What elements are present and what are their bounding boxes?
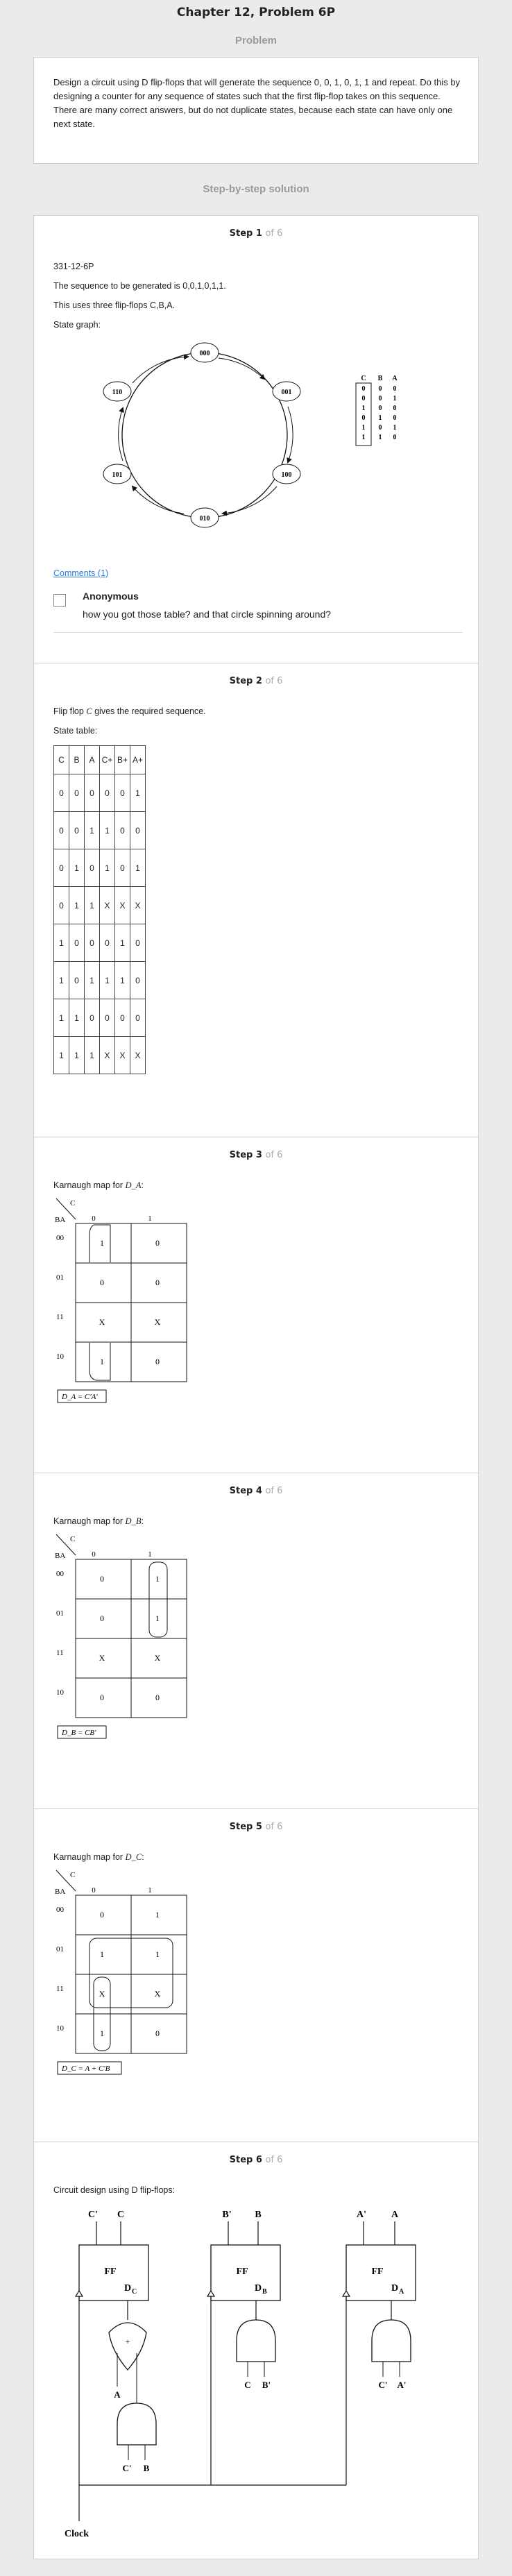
svg-text:0: 0 bbox=[100, 1574, 104, 1584]
kmap-dc bbox=[53, 1867, 192, 2076]
table-row: 1 1 0 0 0 0 bbox=[54, 999, 146, 1037]
svg-text:11: 11 bbox=[56, 1649, 64, 1657]
state-node-100 bbox=[273, 464, 300, 484]
svg-text:B: B bbox=[143, 2463, 150, 2473]
svg-text:110: 110 bbox=[112, 389, 123, 396]
svg-text:B: B bbox=[262, 2288, 267, 2296]
svg-text:1: 1 bbox=[378, 434, 382, 441]
svg-text:D: D bbox=[391, 2283, 399, 2294]
and-gate-1 bbox=[117, 2403, 156, 2445]
svg-text:1: 1 bbox=[148, 1886, 152, 1895]
svg-text:C: C bbox=[70, 1535, 76, 1543]
comment-text: how you got those table? and that circle spinning around? bbox=[83, 609, 332, 620]
svg-text:0: 0 bbox=[393, 405, 397, 412]
step-2-heading: Step 2 of 6 bbox=[229, 676, 283, 686]
svg-text:01: 01 bbox=[56, 1609, 64, 1618]
svg-text:C: C bbox=[117, 2210, 125, 2220]
kmap-da bbox=[53, 1196, 192, 1404]
svg-text:1: 1 bbox=[378, 414, 382, 422]
svg-text:BA: BA bbox=[55, 1216, 66, 1224]
clock-label: Clock bbox=[65, 2529, 89, 2539]
state-node-110 bbox=[103, 382, 131, 401]
svg-text:00: 00 bbox=[56, 1570, 64, 1578]
svg-text:001: 001 bbox=[281, 389, 292, 396]
svg-text:0: 0 bbox=[361, 395, 366, 402]
svg-text:B': B' bbox=[222, 2210, 232, 2220]
svg-text:C: C bbox=[70, 1199, 76, 1208]
svg-text:0: 0 bbox=[100, 1613, 104, 1623]
svg-text:X: X bbox=[154, 1317, 161, 1327]
svg-text:100: 100 bbox=[281, 471, 292, 479]
clock-line bbox=[76, 2291, 350, 2521]
table-row: 1 1 1 X X X bbox=[54, 1037, 146, 1074]
page-title: Chapter 12, Problem 6P bbox=[176, 6, 336, 19]
svg-text:10: 10 bbox=[56, 1353, 64, 1361]
step-2-intro: Flip flop C gives the required sequence. bbox=[53, 706, 206, 716]
comment-divider bbox=[53, 632, 463, 633]
svg-text:1: 1 bbox=[361, 434, 366, 441]
svg-text:1: 1 bbox=[155, 1949, 160, 1959]
svg-text:C: C bbox=[244, 2380, 251, 2390]
comment-avatar bbox=[53, 594, 66, 607]
svg-text:FF: FF bbox=[104, 2266, 117, 2277]
step-4-card bbox=[33, 1473, 479, 1810]
step-4-heading: Step 4 of 6 bbox=[229, 1486, 283, 1496]
svg-text:0: 0 bbox=[92, 1550, 96, 1559]
svg-text:0: 0 bbox=[155, 1693, 160, 1702]
kmap-db bbox=[53, 1532, 192, 1740]
svg-text:C': C' bbox=[88, 2210, 98, 2220]
svg-text:00: 00 bbox=[56, 1906, 64, 1914]
svg-text:0: 0 bbox=[155, 1238, 160, 1248]
step-1-line-1: 331-12-6P bbox=[53, 262, 94, 271]
svg-text:D_C = A + C'B: D_C = A + C'B bbox=[62, 2065, 110, 2073]
svg-text:C: C bbox=[132, 2288, 137, 2296]
table-row: 0 1 1 X X X bbox=[54, 887, 146, 924]
svg-text:A: A bbox=[114, 2389, 121, 2400]
svg-text:0: 0 bbox=[100, 1910, 104, 1920]
svg-text:1: 1 bbox=[100, 1949, 104, 1959]
flip-flop-c bbox=[79, 2245, 148, 2300]
step-6-card bbox=[33, 2142, 479, 2559]
svg-text:0: 0 bbox=[378, 405, 382, 412]
svg-text:1: 1 bbox=[361, 424, 366, 432]
svg-text:01: 01 bbox=[56, 1945, 64, 1954]
state-table-header: C B A C+ B+ A+ bbox=[54, 746, 146, 774]
step-3-heading: Step 3 of 6 bbox=[229, 1150, 283, 1160]
svg-text:1: 1 bbox=[100, 2028, 104, 2038]
svg-text:B: B bbox=[255, 2210, 262, 2220]
svg-text:BA: BA bbox=[55, 1888, 66, 1896]
svg-text:000: 000 bbox=[199, 350, 210, 357]
state-node-000 bbox=[191, 343, 219, 362]
svg-text:1: 1 bbox=[155, 1574, 160, 1584]
svg-text:A': A' bbox=[357, 2210, 366, 2220]
svg-text:0: 0 bbox=[92, 1886, 96, 1895]
svg-text:1: 1 bbox=[393, 395, 397, 402]
table-row: 0 1 0 1 0 1 bbox=[54, 849, 146, 887]
svg-text:A: A bbox=[399, 2288, 404, 2296]
svg-text:0: 0 bbox=[393, 414, 397, 422]
svg-text:D_A = C'A': D_A = C'A' bbox=[62, 1393, 98, 1401]
svg-text:0: 0 bbox=[378, 424, 382, 432]
svg-text:10: 10 bbox=[56, 2024, 64, 2033]
svg-text:BA: BA bbox=[55, 1552, 66, 1560]
table-row: 1 0 1 1 1 0 bbox=[54, 962, 146, 999]
step-5-heading: Step 5 of 6 bbox=[229, 1822, 283, 1832]
table-row: 0 0 1 1 0 0 bbox=[54, 812, 146, 849]
svg-text:1: 1 bbox=[361, 405, 366, 412]
step-5-card bbox=[33, 1808, 479, 2143]
svg-text:C: C bbox=[70, 1871, 76, 1879]
flip-flop-a bbox=[346, 2245, 416, 2300]
sequence-table bbox=[356, 375, 398, 446]
svg-text:0: 0 bbox=[92, 1214, 96, 1223]
svg-text:X: X bbox=[99, 1317, 105, 1327]
svg-text:X: X bbox=[99, 1989, 105, 1999]
svg-text:101: 101 bbox=[112, 471, 123, 479]
svg-text:11: 11 bbox=[56, 1985, 64, 1993]
table-row: 1 0 0 0 1 0 bbox=[54, 924, 146, 962]
or-gate bbox=[109, 2323, 146, 2370]
svg-text:0: 0 bbox=[361, 414, 366, 422]
state-node-010 bbox=[191, 508, 219, 527]
state-node-001 bbox=[273, 382, 300, 401]
step-3-card bbox=[33, 1137, 479, 1474]
svg-text:0: 0 bbox=[393, 434, 397, 441]
step-4-caption: Karnaugh map for D_B: bbox=[53, 1516, 144, 1526]
table-row: 0 0 0 0 0 1 bbox=[54, 774, 146, 812]
svg-text:0: 0 bbox=[155, 1278, 160, 1287]
svg-text:010: 010 bbox=[199, 515, 210, 523]
comments-link[interactable]: Comments (1) bbox=[53, 568, 109, 578]
svg-text:1: 1 bbox=[100, 1238, 104, 1248]
svg-text:1: 1 bbox=[155, 1910, 160, 1920]
svg-text:C': C' bbox=[122, 2463, 132, 2473]
svg-text:0: 0 bbox=[155, 1357, 160, 1366]
svg-text:C': C' bbox=[378, 2380, 388, 2390]
svg-text:0: 0 bbox=[378, 395, 382, 402]
svg-text:0: 0 bbox=[378, 385, 382, 393]
svg-text:D: D bbox=[124, 2283, 132, 2294]
svg-text:10: 10 bbox=[56, 1688, 64, 1697]
problem-text: Design a circuit using D flip-flops that will generate the sequence 0, 0, 1, 0, 1, 1 and repeat. Do this by designing a counter for any sequence of states such that the first flip-flop takes on this sequence. There are many correct answers, but do not duplicate states, because each state can have only one next state. bbox=[53, 77, 461, 129]
step-1-line-4: State graph: bbox=[53, 320, 101, 330]
and-gate-2 bbox=[237, 2320, 275, 2362]
step-1-card bbox=[33, 215, 479, 664]
state-table-label: State table: bbox=[53, 726, 98, 736]
step-1-line-3: This uses three flip-flops C,B,A. bbox=[53, 300, 176, 310]
svg-text:A: A bbox=[392, 375, 398, 382]
svg-text:D: D bbox=[255, 2283, 262, 2294]
svg-text:0: 0 bbox=[155, 2028, 160, 2038]
svg-text:FF: FF bbox=[371, 2266, 384, 2277]
svg-text:C: C bbox=[361, 375, 366, 382]
svg-text:1: 1 bbox=[393, 424, 397, 432]
problem-heading: Problem bbox=[234, 35, 277, 46]
step-6-heading: Step 6 of 6 bbox=[229, 2155, 283, 2165]
step-3-caption: Karnaugh map for D_A: bbox=[53, 1180, 144, 1190]
step-5-caption: Karnaugh map for D_C: bbox=[53, 1852, 144, 1862]
svg-text:0: 0 bbox=[361, 385, 366, 393]
svg-text:A: A bbox=[391, 2210, 399, 2220]
svg-text:D_B = CB': D_B = CB' bbox=[62, 1729, 96, 1737]
svg-text:00: 00 bbox=[56, 1234, 64, 1242]
state-table bbox=[53, 745, 146, 1074]
state-graph bbox=[48, 337, 464, 539]
svg-text:0: 0 bbox=[393, 385, 397, 393]
svg-text:X: X bbox=[154, 1653, 161, 1663]
svg-text:0: 0 bbox=[100, 1693, 104, 1702]
circuit-diagram bbox=[41, 2202, 471, 2549]
svg-text:FF: FF bbox=[236, 2266, 248, 2277]
svg-text:11: 11 bbox=[56, 1313, 64, 1321]
state-node-101 bbox=[103, 464, 131, 484]
problem-card bbox=[33, 57, 479, 164]
svg-text:1: 1 bbox=[148, 1550, 152, 1559]
comment-author: Anonymous bbox=[83, 591, 139, 602]
svg-text:B: B bbox=[377, 375, 383, 382]
svg-text:01: 01 bbox=[56, 1273, 64, 1282]
svg-text:1: 1 bbox=[100, 1357, 104, 1366]
step-2-card bbox=[33, 663, 479, 1138]
svg-text:1: 1 bbox=[148, 1214, 152, 1223]
flip-flop-b bbox=[211, 2245, 280, 2300]
svg-text:B': B' bbox=[262, 2380, 271, 2390]
solution-heading: Step-by-step solution bbox=[203, 183, 309, 195]
svg-text:0: 0 bbox=[100, 1278, 104, 1287]
svg-text:1: 1 bbox=[155, 1613, 160, 1623]
svg-text:+: + bbox=[125, 2337, 130, 2346]
and-gate-3 bbox=[372, 2320, 411, 2362]
svg-text:A': A' bbox=[397, 2380, 407, 2390]
step-1-line-2: The sequence to be generated is 0,0,1,0,1,1. bbox=[53, 281, 226, 291]
svg-text:X: X bbox=[99, 1653, 105, 1663]
step-1-heading: Step 1 of 6 bbox=[229, 228, 283, 239]
step-6-caption: Circuit design using D flip-flops: bbox=[53, 2185, 176, 2195]
svg-text:X: X bbox=[154, 1989, 161, 1999]
